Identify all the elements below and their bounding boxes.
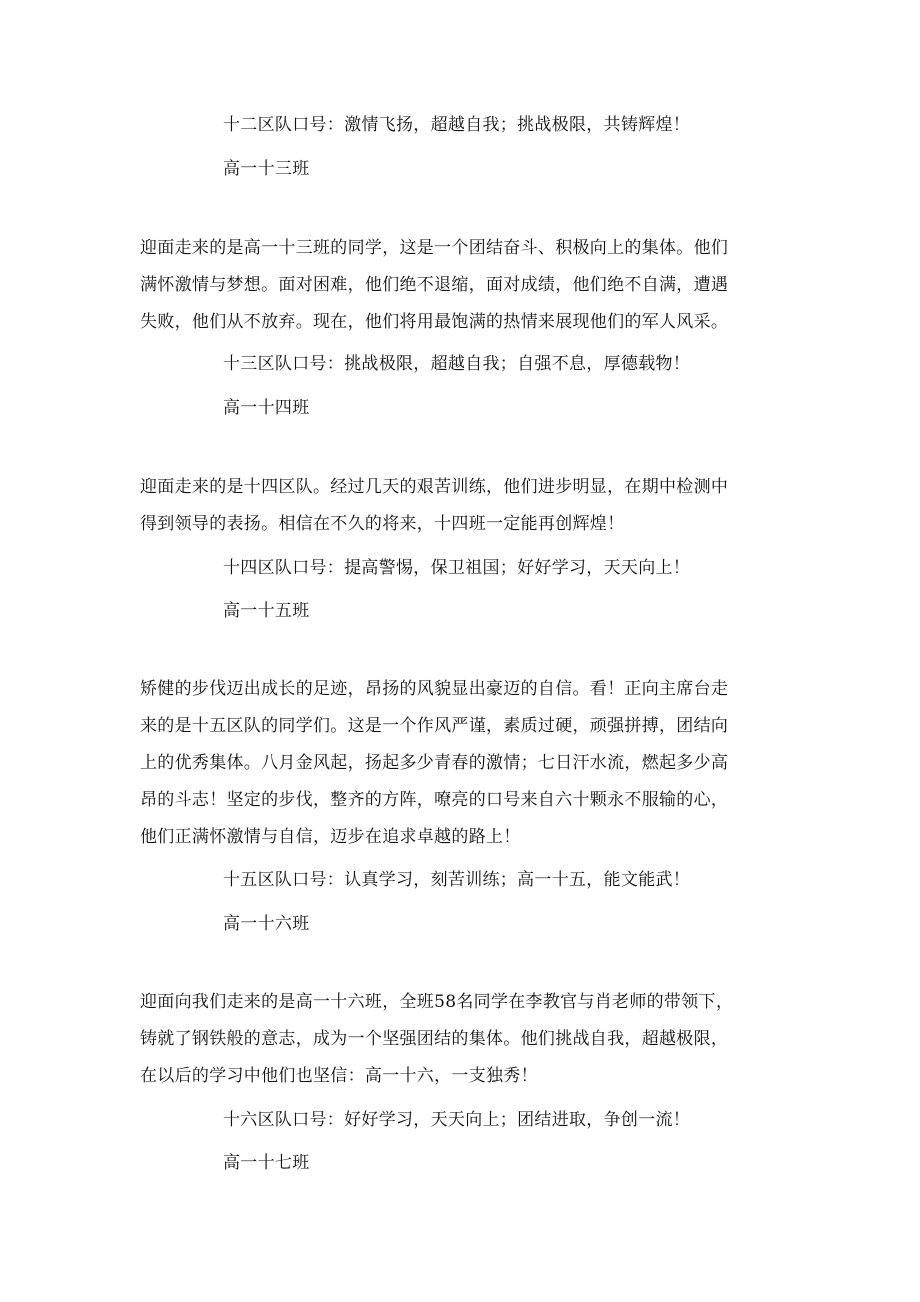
slogan-line: 十六区队口号：好好学习，天天向上；团结进取，争创一流！ [223,1110,691,1130]
paragraph-line: 他们正满怀激情与自信，迈步在追求卓越的路上！ [140,827,521,847]
paragraph-line: 迎面走来的是十四区队。经过几天的艰苦训练，他们进步明显，在期中检测中 [140,477,729,497]
paragraph-line: 矫健的步伐迈出成长的足迹，昂扬的风貌显出豪迈的自信。看！正向主席台走 [140,679,729,699]
paragraph-line: 铸就了钢铁般的意志，成为一个坚强团结的集体。他们挑战自我，超越极限， [140,1029,729,1049]
paragraph-line: 迎面走来的是高一十三班的同学，这是一个团结奋斗、积极向上的集体。他们 [140,238,729,258]
slogan-line: 十三区队口号：挑战极限，超越自我；自强不息，厚德载物！ [223,354,691,374]
class-heading: 高一十三班 [223,159,310,179]
paragraph-line: 昂的斗志！坚定的步伐，整齐的方阵，嘹亮的口号来自六十颗永不服输的心， [140,790,729,810]
paragraph-line: 在以后的学习中他们也坚信：高一十六，一支独秀！ [140,1066,538,1086]
paragraph-line: 上的优秀集体。八月金风起，扬起多少青春的激情；七日汗水流，燃起多少高 [140,753,729,773]
class-heading: 高一十五班 [223,601,310,621]
paragraph-line: 来的是十五区队的同学们。这是一个作风严谨，素质过硬，顽强拼搏，团结向 [140,716,729,736]
slogan-line: 十二区队口号：激情飞扬，超越自我；挑战极限，共铸辉煌！ [223,115,691,135]
class-heading: 高一十六班 [223,914,310,934]
paragraph-line: 得到领导的表扬。相信在不久的将来，十四班一定能再创辉煌！ [140,514,625,534]
class-heading: 高一十四班 [223,398,310,418]
paragraph-line: 满怀激情与梦想。面对困难，他们绝不退缩，面对成绩，他们绝不自满，遭遇 [140,275,729,295]
paragraph-line: 失败，他们从不放弃。现在，他们将用最饱满的热情来展现他们的军人风采。 [140,312,729,332]
paragraph-line: 迎面向我们走来的是高一十六班，全班58名同学在李教官与肖老师的带领下， [140,992,734,1012]
class-heading: 高一十七班 [223,1153,310,1173]
slogan-line: 十四区队口号：提高警惕，保卫祖国；好好学习，天天向上！ [223,558,691,578]
slogan-line: 十五区队口号：认真学习，刻苦训练；高一十五，能文能武！ [223,870,691,890]
